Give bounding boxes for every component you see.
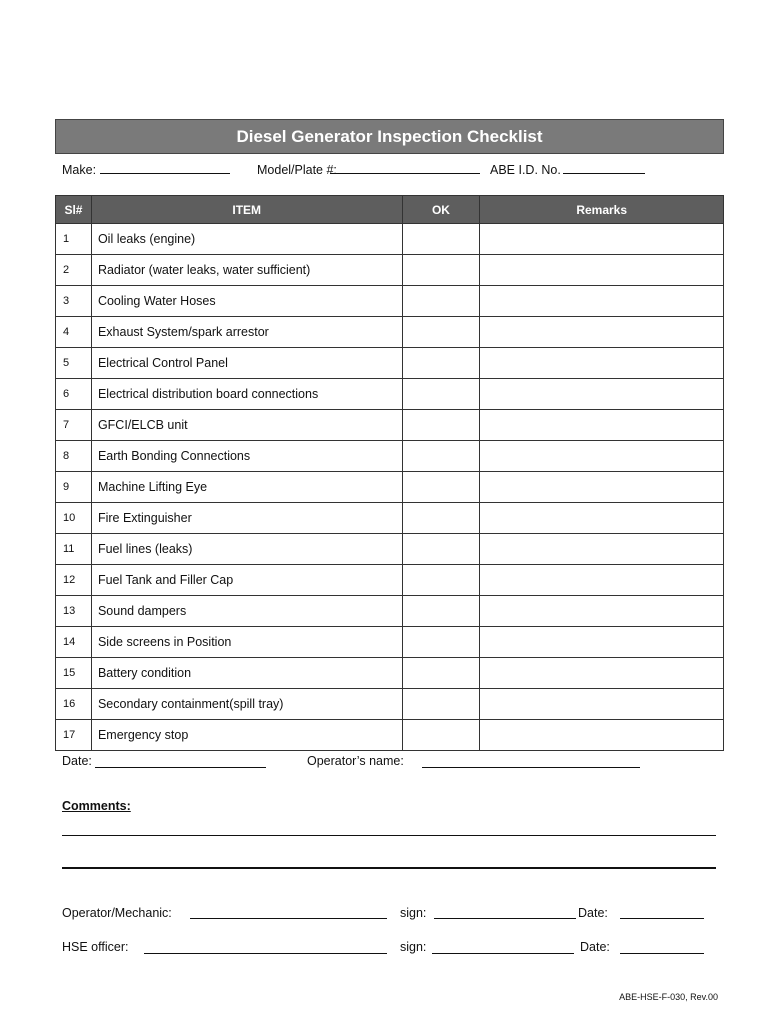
row-remarks-cell[interactable]: [480, 348, 724, 379]
row-item: Fire Extinguisher: [91, 503, 402, 534]
abe-id-label: ABE I.D. No.: [490, 163, 561, 177]
row-number: 7: [56, 410, 92, 441]
table-row: [56, 286, 724, 317]
row-number: 16: [56, 689, 92, 720]
hse-date-field[interactable]: [620, 953, 704, 954]
table-row: [56, 379, 724, 410]
row-ok-cell[interactable]: [402, 255, 480, 286]
row-number: 10: [56, 503, 92, 534]
row-number: 11: [56, 534, 92, 565]
row-remarks-cell[interactable]: [480, 689, 724, 720]
row-number: 4: [56, 317, 92, 348]
row-number: 6: [56, 379, 92, 410]
date-label: Date:: [62, 754, 92, 768]
row-ok-cell[interactable]: [402, 534, 480, 565]
row-remarks-cell[interactable]: [480, 224, 724, 255]
make-field[interactable]: [100, 163, 230, 174]
hse-sign-field[interactable]: [432, 953, 574, 954]
table-row: [56, 627, 724, 658]
operator-date-field[interactable]: [620, 918, 704, 919]
row-number: 12: [56, 565, 92, 596]
operator-sign-field[interactable]: [434, 918, 576, 919]
comments-line-2[interactable]: [62, 867, 716, 869]
row-remarks-cell[interactable]: [480, 596, 724, 627]
column-header-sl: Sl#: [56, 196, 92, 224]
row-ok-cell[interactable]: [402, 379, 480, 410]
row-item: Fuel Tank and Filler Cap: [91, 565, 402, 596]
table-row: [56, 596, 724, 627]
row-ok-cell[interactable]: [402, 410, 480, 441]
row-remarks-cell[interactable]: [480, 565, 724, 596]
row-ok-cell[interactable]: [402, 627, 480, 658]
table-header-row: [56, 196, 724, 224]
row-item: Exhaust System/spark arrestor: [91, 317, 402, 348]
row-ok-cell[interactable]: [402, 348, 480, 379]
table-row: [56, 410, 724, 441]
row-remarks-cell[interactable]: [480, 503, 724, 534]
row-remarks-cell[interactable]: [480, 441, 724, 472]
operator-mechanic-label: Operator/Mechanic:: [62, 906, 172, 920]
row-ok-cell[interactable]: [402, 472, 480, 503]
row-ok-cell[interactable]: [402, 503, 480, 534]
sign2-label: sign:: [400, 940, 427, 954]
column-header-ok: OK: [402, 196, 480, 224]
row-remarks-cell[interactable]: [480, 379, 724, 410]
row-item: Machine Lifting Eye: [91, 472, 402, 503]
row-item: Emergency stop: [91, 720, 402, 751]
date2-label: Date:: [578, 906, 608, 920]
row-ok-cell[interactable]: [402, 286, 480, 317]
row-ok-cell[interactable]: [402, 596, 480, 627]
row-remarks-cell[interactable]: [480, 410, 724, 441]
row-number: 14: [56, 627, 92, 658]
row-number: 5: [56, 348, 92, 379]
table-row: [56, 565, 724, 596]
comments-line-1[interactable]: [62, 835, 716, 836]
row-ok-cell[interactable]: [402, 317, 480, 348]
row-remarks-cell[interactable]: [480, 627, 724, 658]
row-remarks-cell[interactable]: [480, 317, 724, 348]
table-row: [56, 255, 724, 286]
row-item: Sound dampers: [91, 596, 402, 627]
row-ok-cell[interactable]: [402, 689, 480, 720]
row-ok-cell[interactable]: [402, 658, 480, 689]
comments-label: Comments:: [62, 799, 131, 813]
row-number: 9: [56, 472, 92, 503]
row-remarks-cell[interactable]: [480, 658, 724, 689]
row-remarks-cell[interactable]: [480, 534, 724, 565]
row-remarks-cell[interactable]: [480, 286, 724, 317]
row-item: Electrical Control Panel: [91, 348, 402, 379]
table-row: [56, 317, 724, 348]
row-number: 15: [56, 658, 92, 689]
column-header-remarks: Remarks: [480, 196, 724, 224]
row-number: 2: [56, 255, 92, 286]
row-number: 13: [56, 596, 92, 627]
row-ok-cell[interactable]: [402, 565, 480, 596]
page-title: Diesel Generator Inspection Checklist: [55, 119, 724, 154]
table-row: [56, 472, 724, 503]
row-item: Oil leaks (engine): [91, 224, 402, 255]
inspection-table: [55, 195, 724, 751]
row-number: 8: [56, 441, 92, 472]
row-number: 17: [56, 720, 92, 751]
operator-name-label: Operator’s name:: [307, 754, 404, 768]
column-header-item: ITEM: [91, 196, 402, 224]
row-item: Fuel lines (leaks): [91, 534, 402, 565]
operator-mechanic-field[interactable]: [190, 918, 387, 919]
row-item: Battery condition: [91, 658, 402, 689]
model-label: Model/Plate #:: [257, 163, 337, 177]
row-ok-cell[interactable]: [402, 441, 480, 472]
make-label: Make:: [62, 163, 97, 177]
date3-label: Date:: [580, 940, 610, 954]
date-field[interactable]: [95, 767, 266, 768]
table-row: [56, 689, 724, 720]
row-item: Cooling Water Hoses: [91, 286, 402, 317]
row-remarks-cell[interactable]: [480, 255, 724, 286]
table-row: [56, 224, 724, 255]
table-row: [56, 720, 724, 751]
table-row: [56, 658, 724, 689]
row-remarks-cell[interactable]: [480, 720, 724, 751]
hse-officer-label: HSE officer:: [62, 940, 129, 954]
table-row: [56, 503, 724, 534]
table-row: [56, 441, 724, 472]
row-item: Secondary containment(spill tray): [91, 689, 402, 720]
table-row: [56, 534, 724, 565]
operator-name-field[interactable]: [422, 767, 640, 768]
hse-officer-field[interactable]: [144, 953, 387, 954]
row-remarks-cell[interactable]: [480, 472, 724, 503]
row-ok-cell[interactable]: [402, 224, 480, 255]
row-item: Radiator (water leaks, water sufficient): [91, 255, 402, 286]
row-number: 3: [56, 286, 92, 317]
row-item: Side screens in Position: [91, 627, 402, 658]
table-row: [56, 348, 724, 379]
sign-label: sign:: [400, 906, 427, 920]
row-item: Earth Bonding Connections: [91, 441, 402, 472]
row-number: 1: [56, 224, 92, 255]
row-item: Electrical distribution board connections: [91, 379, 402, 410]
row-item: GFCI/ELCB unit: [91, 410, 402, 441]
form-code: ABE-HSE-F-030, Rev.00: [619, 992, 718, 1002]
row-ok-cell[interactable]: [402, 720, 480, 751]
